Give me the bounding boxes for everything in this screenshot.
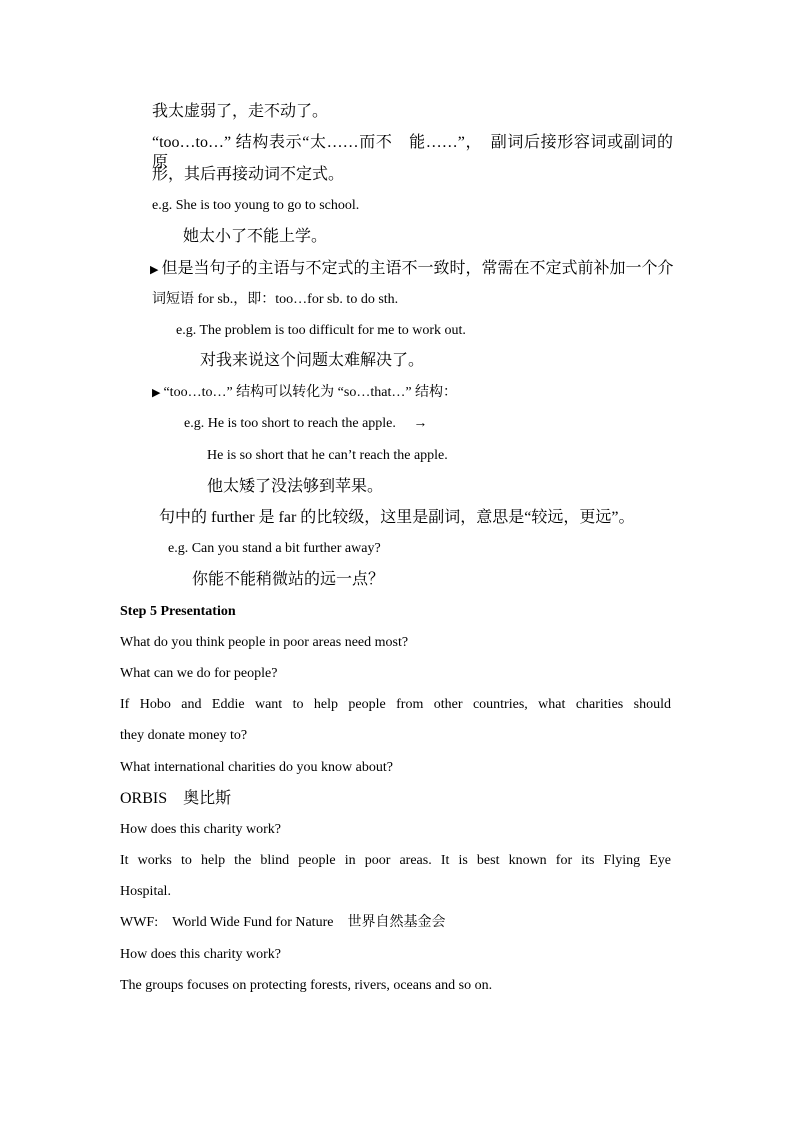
text-line: [150, 259, 673, 280]
text-line: e.g. He is too short to reach the apple. →: [184, 416, 428, 431]
text-line: 你能不能稍微站的远一点？: [192, 571, 385, 588]
text-line: It works to help the blind people in poor areas. It is best known for its Flying Eye: [120, 853, 671, 868]
text-span: 但是当句子的主语与不定式的主语不一致时，常需在不定式前补加一个介: [161, 260, 674, 277]
text-line: He is so short that he can’t reach the apple.: [207, 448, 448, 463]
section-heading: Step 5 Presentation: [120, 604, 236, 619]
text-line: 她太小了不能上学。: [183, 228, 328, 245]
text-line: What do you think people in poor areas need most?: [120, 635, 409, 650]
text-line: 我太虚弱了，走不动了。: [152, 103, 329, 120]
text-line: 句中的 further 是 far 的比较级，这里是副词，意思是“较远，更远”。: [159, 509, 635, 526]
text-line: e.g. The problem is too difficult for me to work out.: [176, 323, 466, 338]
text-line: ORBIS 奥比斯: [120, 790, 232, 807]
text-line: How does this charity work?: [120, 822, 281, 837]
bullet-icon: ▶: [152, 387, 161, 399]
bullet-icon: ▶: [150, 264, 159, 276]
text-line: 他太矮了没法够到苹果。: [207, 478, 384, 495]
text-line: 对我来说这个问题太难解决了。: [200, 352, 425, 369]
text-line: What international charities do you know about?: [120, 760, 393, 775]
text-line: The groups focuses on protecting forests, rivers, oceans and so on.: [120, 978, 493, 993]
text-line: e.g. She is too young to go to school.: [152, 198, 360, 213]
text-line: Hospital.: [120, 884, 171, 899]
text-line: WWF: World Wide Fund for Nature 世界自然基金会: [120, 915, 446, 930]
text-line: What can we do for people?: [120, 666, 278, 681]
text-line: How does this charity work?: [120, 947, 281, 962]
text-span: “too…to…” 结构可以转化为 “so…that…” 结构：: [163, 385, 458, 400]
text-line: If Hobo and Eddie want to help people from other countries, what charities should: [120, 697, 671, 712]
text-line: [152, 384, 457, 402]
text-line: “too…to…” 结构表示“太……而不 能……”， 副词后接形容词或副词的原: [152, 134, 673, 171]
text-line: 词短语 for sb.，即：too…for sb. to do sth.: [152, 292, 399, 307]
text-line: e.g. Can you stand a bit further away?: [168, 541, 381, 556]
text-line: 形，其后再接动词不定式。: [152, 166, 345, 183]
text-line: they donate money to?: [120, 728, 248, 743]
